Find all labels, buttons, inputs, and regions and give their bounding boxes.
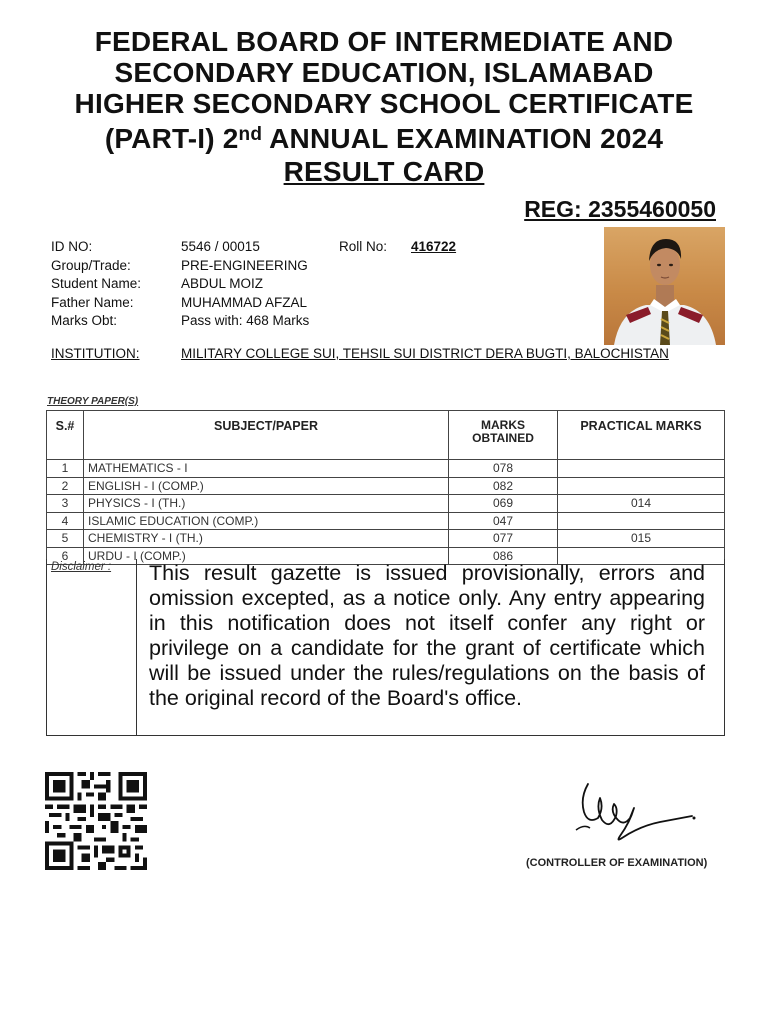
- theory-papers-label: THEORY PAPER(S): [47, 396, 139, 407]
- header-marks: MARKS OBTAINED: [449, 411, 558, 460]
- row-sno: 6: [47, 547, 84, 565]
- row-practical: [558, 512, 725, 530]
- header-sno: S.#: [47, 411, 84, 460]
- result-card-title: RESULT CARD: [283, 156, 485, 187]
- row-sno: 3: [47, 495, 84, 513]
- registration-number: REG: 2355460050: [524, 196, 716, 222]
- row-marks: 082: [449, 477, 558, 495]
- row-subject: ISLAMIC EDUCATION (COMP.): [84, 512, 449, 530]
- id-value: 5546 / 00015: [181, 239, 260, 254]
- student-photo: [604, 227, 725, 345]
- father-name-label: Father Name:: [51, 294, 134, 310]
- row-subject: PHYSICS - I (TH.): [84, 495, 449, 513]
- table-row: [47, 530, 725, 548]
- row-subject: CHEMISTRY - I (TH.): [84, 530, 449, 548]
- row-marks: 077: [449, 530, 558, 548]
- row-practical: [558, 460, 725, 478]
- row-practical: [558, 477, 725, 495]
- board-title-line1: FEDERAL BOARD OF INTERMEDIATE AND: [94, 26, 674, 57]
- group-label: Group/Trade:: [51, 257, 131, 273]
- row-marks: 047: [449, 512, 558, 530]
- marks-label: Marks Obt:: [51, 313, 118, 328]
- id-label: ID NO:: [51, 239, 93, 254]
- document-header: [0, 26, 768, 187]
- row-subject: MATHEMATICS - I: [84, 460, 449, 478]
- controller-label: (CONTROLLER OF EXAMINATION): [526, 857, 708, 869]
- board-title-line2: SECONDARY EDUCATION, ISLAMABAD: [114, 57, 654, 88]
- row-sno: 5: [47, 530, 84, 548]
- table-row: [47, 495, 725, 513]
- row-practical: 015: [558, 530, 725, 548]
- row-practical: 014: [558, 495, 725, 513]
- disclaimer-label: Disclaimer :: [51, 561, 112, 573]
- header-practical: PRACTICAL MARKS: [558, 411, 725, 460]
- row-marks: 069: [449, 495, 558, 513]
- row-sno: 2: [47, 477, 84, 495]
- row-sno: 4: [47, 512, 84, 530]
- certificate-title: HIGHER SECONDARY SCHOOL CERTIFICATE: [74, 88, 694, 119]
- controller-signature: [570, 778, 700, 850]
- student-name-value: ABDUL MOIZ: [181, 276, 264, 291]
- row-marks: 086: [449, 547, 558, 565]
- disclaimer-text: This result gazette is issued provisionally, errors and omission excepted, as a notice only. Any entry appearing in this notification does not itself confer any right or privilege on a candidate for the grant of certificate which will be issued under the rules/regulations on the basis of the original record of the Board's office.: [149, 561, 705, 710]
- table-header-row: [47, 411, 725, 460]
- table-row: [47, 512, 725, 530]
- student-name-label: Student Name:: [51, 276, 142, 291]
- results-table: [46, 410, 725, 565]
- marks-value: Pass with: 468 Marks: [181, 313, 310, 328]
- roll-value: 416722: [411, 239, 457, 254]
- row-marks: 078: [449, 460, 558, 478]
- row-sno: 1: [47, 460, 84, 478]
- qr-code-icon: [45, 772, 147, 870]
- group-value: PRE-ENGINEERING: [181, 257, 308, 273]
- father-name-value: MUHAMMAD AFZAL: [181, 294, 308, 310]
- row-subject: ENGLISH - I (COMP.): [84, 477, 449, 495]
- exam-title: (PART-I) 2nd ANNUAL EXAMINATION 2024: [104, 123, 664, 154]
- row-subject: URDU - I (COMP.): [84, 547, 449, 565]
- table-row: [47, 460, 725, 478]
- header-subject: SUBJECT/PAPER: [84, 411, 449, 460]
- institution-label: INSTITUTION:: [51, 346, 140, 361]
- institution-value: MILITARY COLLEGE SUI, TEHSIL SUI DISTRICT DERA BUGTI, BALOCHISTAN: [181, 346, 669, 361]
- roll-label: Roll No:: [339, 239, 388, 254]
- table-row: [47, 477, 725, 495]
